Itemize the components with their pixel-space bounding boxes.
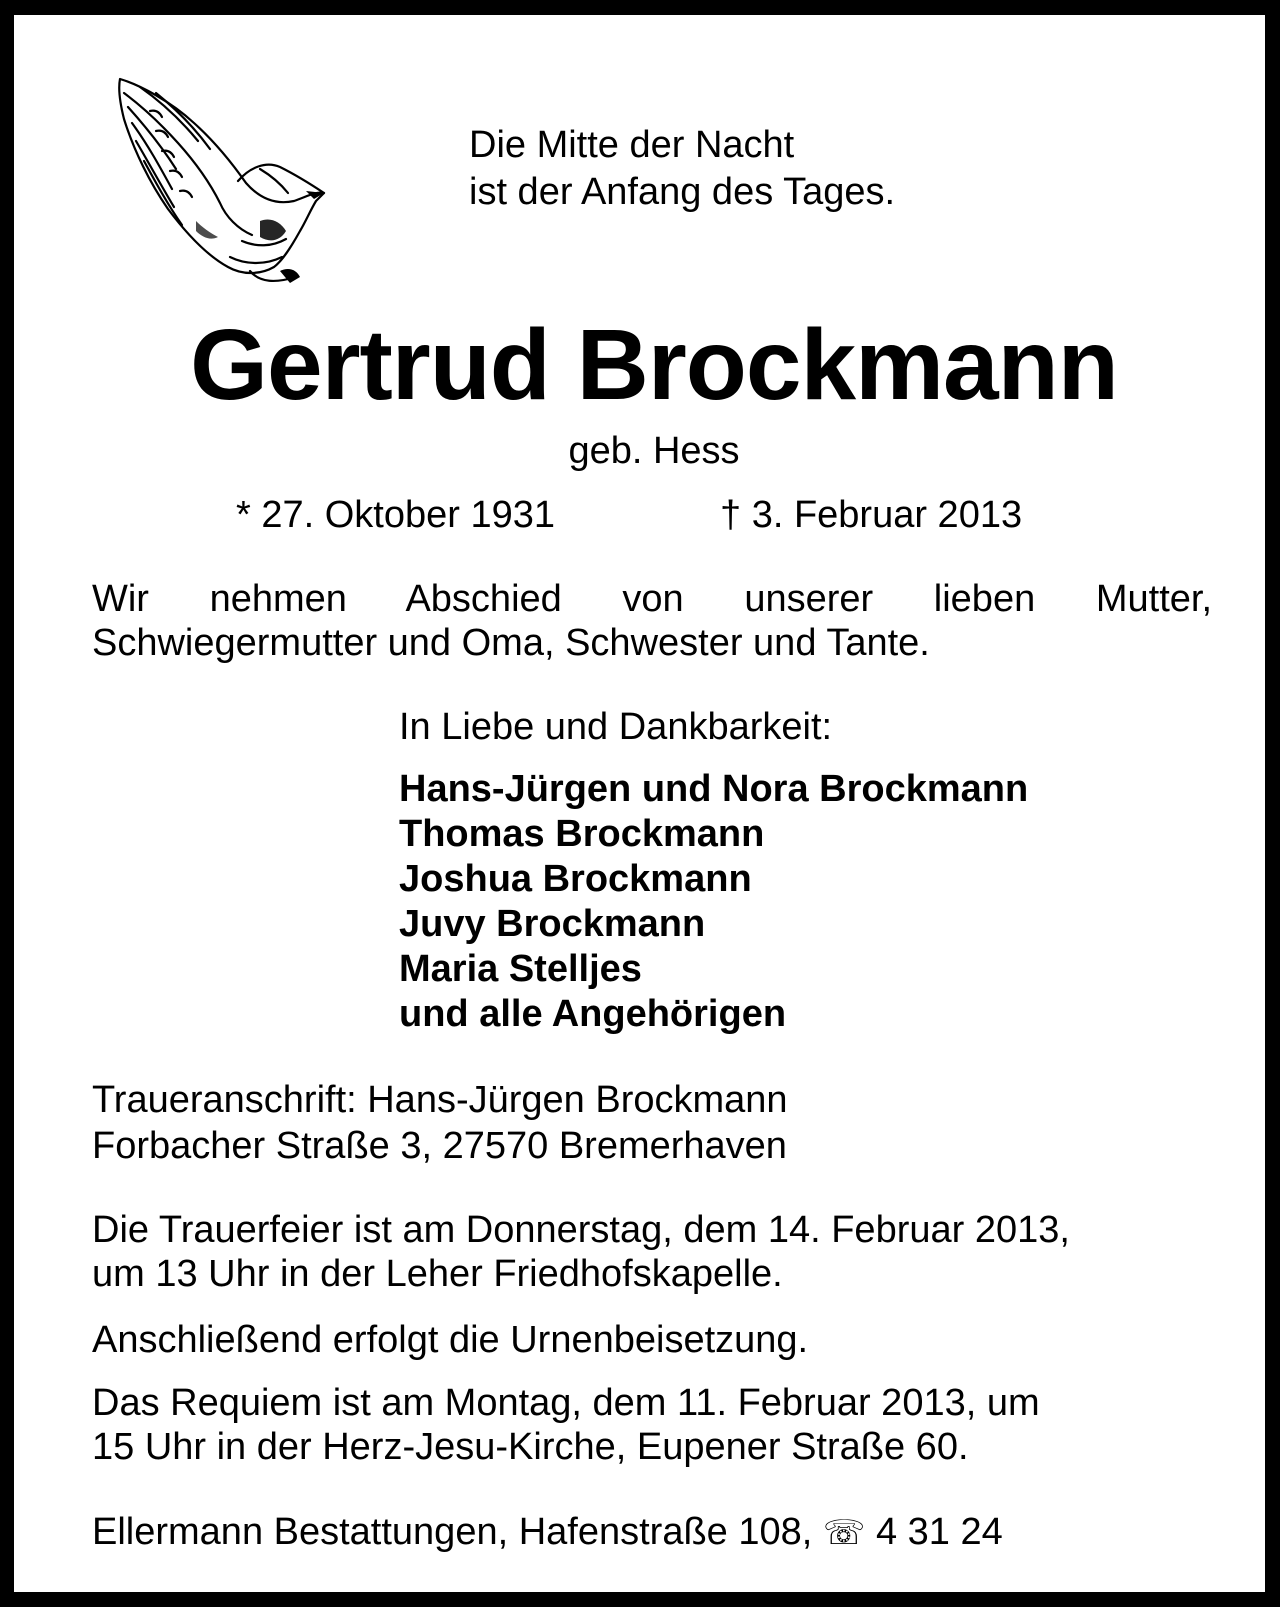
motto-line: ist der Anfang des Tages. [469, 171, 896, 213]
farewell-line: Schwiegermutter und Oma, Schwester und Tante. [92, 622, 930, 664]
mourner-name: Joshua Brockmann [399, 858, 752, 900]
motto-line: Die Mitte der Nacht [469, 124, 795, 166]
address-line: Traueranschrift: Hans-Jürgen Brockmann [92, 1079, 788, 1121]
praying-hands-icon [110, 71, 334, 285]
deceased-name: Gertrud Brockmann [190, 309, 1118, 421]
mourner-name: Thomas Brockmann [399, 813, 765, 855]
mourners-list [399, 767, 1028, 1037]
undertaker-info [92, 1509, 1003, 1556]
mourner-name: Maria Stelljes [399, 948, 642, 990]
maiden-name: geb. Hess [568, 430, 740, 472]
death-date: † 3. Februar 2013 [720, 494, 1023, 536]
farewell-text [92, 577, 1212, 665]
requiem-info [92, 1381, 1212, 1469]
undertaker-text: Ellermann Bestattungen, Hafenstraße 108, [92, 1511, 813, 1553]
mourning-address [92, 1077, 788, 1169]
telephone-icon: ☏ [822, 1514, 866, 1552]
mourner-name: und alle Angehörigen [399, 993, 787, 1035]
requiem-line: Das Requiem ist am Montag, dem 11. Februar 2013, um [92, 1382, 1040, 1424]
ceremony-line: um 13 Uhr in der Leher Friedhofskapelle. [92, 1253, 783, 1295]
undertaker-phone: 4 31 24 [875, 1511, 1003, 1553]
farewell-line: Wir nehmen Abschied von unserer lieben Mutter, [92, 578, 1212, 620]
ceremony-line: Die Trauerfeier ist am Donnerstag, dem 14. Februar 2013, [92, 1209, 1070, 1251]
thanks-intro: In Liebe und Dankbarkeit: [399, 706, 833, 748]
requiem-line: 15 Uhr in der Herz-Jesu-Kirche, Eupener Straße 60. [92, 1426, 969, 1468]
urn-burial-info: Anschließend erfolgt die Urnenbeisetzung. [92, 1319, 809, 1361]
motto-quote [469, 122, 895, 216]
birth-date: * 27. Oktober 1931 [236, 494, 555, 536]
mourner-name: Juvy Brockmann [399, 903, 706, 945]
mourner-name: Hans-Jürgen und Nora Brockmann [399, 768, 1029, 810]
funeral-ceremony-info [92, 1208, 1212, 1296]
address-line: Forbacher Straße 3, 27570 Bremerhaven [92, 1125, 787, 1167]
